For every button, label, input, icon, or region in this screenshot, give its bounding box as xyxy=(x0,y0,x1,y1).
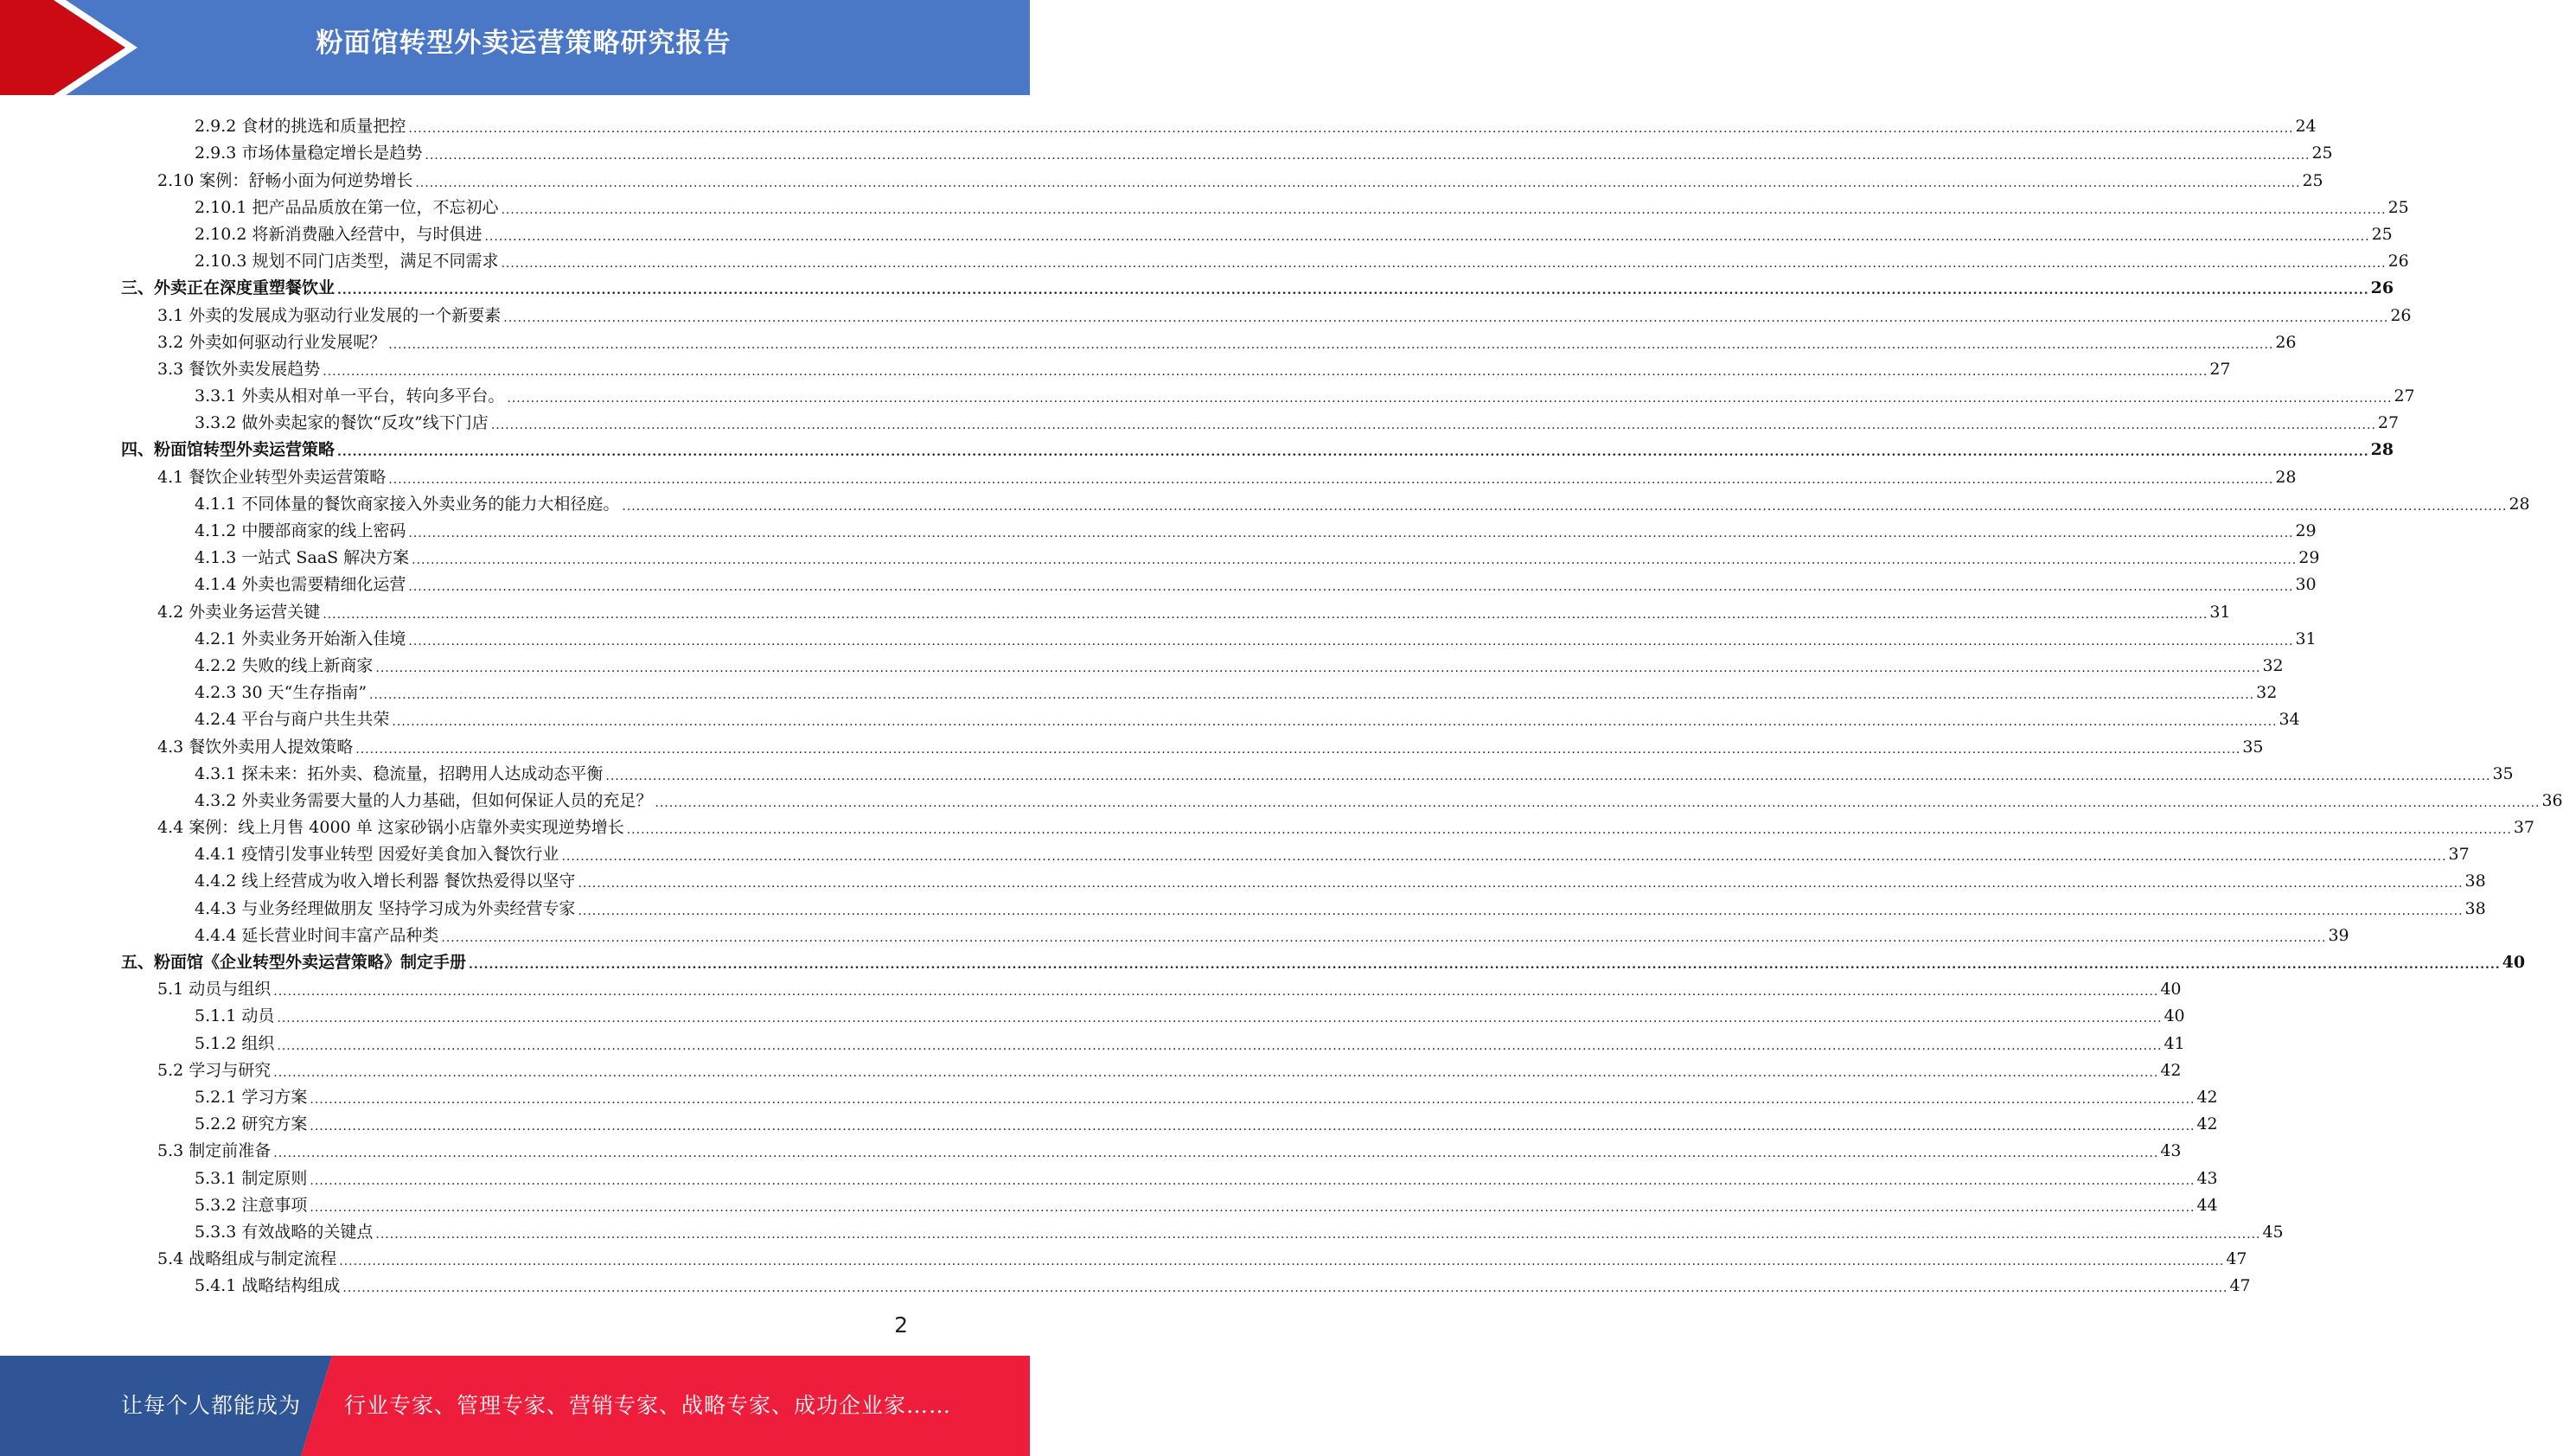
toc-dot-leader: ................................................................................................................................................................................................................................................................................................................................................................................................................ xyxy=(392,715,2278,730)
toc-entry[interactable] xyxy=(121,1054,2182,1081)
toc-entry-page: 27 xyxy=(2394,386,2415,406)
toc-entry[interactable] xyxy=(121,891,2486,918)
toc-entry-label: 4.4.2 线上经营成为收入增长利器 餐饮热爱得以坚守 xyxy=(195,872,576,891)
toc-dot-leader: ................................................................................................................................................................................................................................................................................................................................................................................................................ xyxy=(277,1012,2163,1026)
toc-entry-page: 31 xyxy=(2209,602,2231,622)
toc-entry[interactable] xyxy=(121,838,2470,865)
toc-entry[interactable] xyxy=(121,730,2264,757)
toc-dot-leader: ................................................................................................................................................................................................................................................................................................................................................................................................................ xyxy=(388,472,2274,487)
toc-dot-leader: ................................................................................................................................................................................................................................................................................................................................................................................................................ xyxy=(501,257,2387,271)
toc-entry[interactable] xyxy=(121,514,2317,541)
toc-entry-label: 2.10.3 规划不同门店类型，满足不同需求 xyxy=(195,252,499,271)
toc-entry-label: 4.3.1 探未来：拓外卖、稳流量，招聘用人达成动态平衡 xyxy=(195,763,604,783)
toc-entry-page: 27 xyxy=(2377,413,2400,433)
toc-dot-leader: ................................................................................................................................................................................................................................................................................................................................................................................................................ xyxy=(561,850,2447,865)
table-of-contents xyxy=(121,110,2563,1296)
toc-entry[interactable] xyxy=(121,595,2231,622)
toc-entry[interactable] xyxy=(121,406,2400,433)
toc-dot-leader: ................................................................................................................................................................................................................................................................................................................................................................................................................ xyxy=(273,985,2159,999)
toc-dot-leader: ................................................................................................................................................................................................................................................................................................................................................................................................................ xyxy=(578,904,2464,918)
toc-dot-leader: ................................................................................................................................................................................................................................................................................................................................................................................................................ xyxy=(375,1227,2261,1242)
toc-entry-label: 5.4 战略组成与制定流程 xyxy=(157,1249,337,1269)
toc-dot-leader: ................................................................................................................................................................................................................................................................................................................................................................................................................ xyxy=(490,418,2376,433)
toc-entry-page: 26 xyxy=(2387,252,2409,271)
toc-entry[interactable] xyxy=(121,1216,2284,1242)
toc-dot-leader: ................................................................................................................................................................................................................................................................................................................................................................................................................ xyxy=(507,392,2393,406)
toc-entry-page: 44 xyxy=(2196,1195,2218,1215)
toc-entry[interactable] xyxy=(121,137,2333,163)
page-footer xyxy=(0,1356,1030,1456)
toc-dot-leader: ................................................................................................................................................................................................................................................................................................................................................................................................................ xyxy=(408,580,2294,595)
toc-entry-page: 25 xyxy=(2387,197,2409,217)
toc-entry-page: 26 xyxy=(2370,278,2394,298)
toc-entry-page: 34 xyxy=(2279,710,2300,730)
toc-entry-page: 27 xyxy=(2209,359,2231,379)
toc-entry[interactable] xyxy=(121,380,2415,406)
toc-entry-page: 40 xyxy=(2164,1006,2185,1026)
toc-entry-label: 4.4.3 与业务经理做朋友 坚持学习成为外卖经营专家 xyxy=(195,898,576,918)
toc-entry-page: 47 xyxy=(2226,1249,2247,1269)
toc-entry-label: 4.1.4 外卖也需要精细化运营 xyxy=(195,575,406,595)
toc-entry-page: 38 xyxy=(2464,898,2486,918)
toc-entry-page: 40 xyxy=(2502,953,2526,972)
toc-dot-leader: ................................................................................................................................................................................................................................................................................................................................................................................................................ xyxy=(323,364,2208,379)
toc-entry-page: 30 xyxy=(2295,575,2317,595)
toc-entry-page: 25 xyxy=(2371,224,2393,244)
footer-slogan-left: 让每个人都能成为 xyxy=(121,1393,302,1418)
toc-entry-label: 5.4.1 战略结构组成 xyxy=(195,1276,341,1296)
toc-entry-page: 32 xyxy=(2256,683,2278,703)
toc-dot-leader: ................................................................................................................................................................................................................................................................................................................................................................................................................ xyxy=(415,176,2301,190)
toc-entry[interactable] xyxy=(121,784,2563,811)
toc-dot-leader: ................................................................................................................................................................................................................................................................................................................................................................................................................ xyxy=(323,607,2208,622)
toc-dot-leader: ................................................................................................................................................................................................................................................................................................................................................................................................................ xyxy=(408,634,2294,648)
toc-dot-leader: ................................................................................................................................................................................................................................................................................................................................................................................................................ xyxy=(273,1065,2159,1080)
toc-entry-label: 四、粉面馆转型外卖运营策略 xyxy=(121,440,336,460)
toc-entry[interactable] xyxy=(121,865,2486,891)
toc-dot-leader: ................................................................................................................................................................................................................................................................................................................................................................................................................ xyxy=(408,527,2294,540)
toc-dot-leader: ................................................................................................................................................................................................................................................................................................................................................................................................................ xyxy=(310,1173,2195,1188)
toc-entry[interactable] xyxy=(121,460,2297,487)
toc-entry-label: 4.1.3 一站式 SaaS 解决方案 xyxy=(195,548,410,568)
toc-entry-page: 25 xyxy=(2302,170,2323,190)
toc-entry-label: 三、外卖正在深度重塑餐饮业 xyxy=(121,278,336,298)
toc-entry-page: 35 xyxy=(2492,763,2514,783)
toc-entry-label: 5.3.2 注意事项 xyxy=(195,1195,308,1215)
toc-entry-label: 5.3 制定前准备 xyxy=(157,1141,272,1161)
toc-dot-leader: ................................................................................................................................................................................................................................................................................................................................................................................................................ xyxy=(310,1092,2195,1107)
toc-entry-page: 45 xyxy=(2262,1222,2284,1242)
toc-entry-page: 35 xyxy=(2242,737,2264,757)
toc-entry[interactable] xyxy=(121,298,2412,325)
toc-entry-page: 37 xyxy=(2448,845,2470,865)
toc-entry-page: 24 xyxy=(2295,117,2317,137)
toc-dot-leader: ................................................................................................................................................................................................................................................................................................................................................................................................................ xyxy=(310,1200,2195,1215)
toc-dot-leader: ................................................................................................................................................................................................................................................................................................................................................................................................................ xyxy=(337,445,2369,460)
toc-dot-leader: ................................................................................................................................................................................................................................................................................................................................................................................................................ xyxy=(469,958,2501,972)
toc-entry[interactable] xyxy=(121,326,2297,353)
toc-entry-label: 5.1.2 组织 xyxy=(195,1033,275,1053)
toc-entry[interactable] xyxy=(121,1026,2185,1053)
toc-entry-page: 47 xyxy=(2229,1276,2251,1296)
toc-entry-label: 4.2.2 失败的线上新商家 xyxy=(195,655,374,675)
toc-dot-leader: ................................................................................................................................................................................................................................................................................................................................................................................................................ xyxy=(578,877,2464,891)
toc-entry[interactable] xyxy=(121,1108,2218,1134)
toc-entry-label: 4.4.4 延长营业时间丰富产品种类 xyxy=(195,925,439,945)
toc-entry-label: 3.3 餐饮外卖发展趋势 xyxy=(157,359,321,379)
toc-entry-label: 4.3 餐饮外卖用人提效策略 xyxy=(157,737,354,757)
toc-entry-page: 31 xyxy=(2295,629,2317,648)
toc-entry[interactable] xyxy=(121,218,2393,245)
toc-entry-page: 42 xyxy=(2196,1087,2218,1107)
toc-dot-leader: ................................................................................................................................................................................................................................................................................................................................................................................................................ xyxy=(408,122,2294,137)
toc-entry-page: 26 xyxy=(2390,305,2412,325)
toc-entry-page: 39 xyxy=(2328,925,2349,945)
toc-entry-label: 2.10.2 将新消费融入经营中，与时俱进 xyxy=(195,224,483,244)
toc-entry[interactable] xyxy=(121,811,2534,838)
toc-entry-label: 5.3.1 制定原则 xyxy=(195,1168,308,1188)
toc-entry-label: 5.3.3 有效战略的关键点 xyxy=(195,1222,374,1242)
toc-dot-leader: ................................................................................................................................................................................................................................................................................................................................................................................................................ xyxy=(626,823,2512,838)
toc-entry-label: 4.4 案例：线上月售 4000 单 这家砂锅小店靠外卖实现逆势增长 xyxy=(157,818,624,838)
toc-entry[interactable] xyxy=(121,271,2394,298)
toc-entry[interactable] xyxy=(121,433,2394,460)
toc-entry-label: 3.1 外卖的发展成为驱动行业发展的一个新要素 xyxy=(157,305,502,325)
toc-entry[interactable] xyxy=(121,649,2284,676)
toc-entry[interactable] xyxy=(121,353,2231,380)
toc-entry-page: 37 xyxy=(2513,818,2534,838)
toc-entry-label: 4.1.1 不同体量的餐饮商家接入外卖业务的能力大相径庭。 xyxy=(195,494,620,514)
toc-entry-page: 25 xyxy=(2311,144,2333,163)
toc-entry-page: 43 xyxy=(2160,1141,2182,1161)
toc-dot-leader: ................................................................................................................................................................................................................................................................................................................................................................................................................ xyxy=(355,742,2241,757)
toc-entry-label: 3.3.2 做外卖起家的餐饮“反攻”线下门店 xyxy=(195,413,489,433)
toc-entry[interactable] xyxy=(121,163,2323,190)
toc-entry-page: 40 xyxy=(2160,980,2182,999)
toc-entry-label: 4.2 外卖业务运营关键 xyxy=(157,602,321,622)
toc-entry-page: 41 xyxy=(2164,1033,2185,1053)
page-header xyxy=(0,0,1030,95)
toc-entry[interactable] xyxy=(121,623,2317,649)
toc-dot-leader: ................................................................................................................................................................................................................................................................................................................................................................................................................ xyxy=(655,795,2541,810)
toc-entry-page: 36 xyxy=(2541,790,2563,810)
toc-entry-label: 4.1 餐饮企业转型外卖运营策略 xyxy=(157,467,387,487)
toc-entry-label: 4.2.1 外卖业务开始渐入佳境 xyxy=(195,629,406,648)
toc-entry-page: 43 xyxy=(2196,1168,2218,1188)
toc-dot-leader: ................................................................................................................................................................................................................................................................................................................................................................................................................ xyxy=(369,688,2255,703)
toc-entry-label: 2.9.3 市场体量稳定增长是趋势 xyxy=(195,144,423,163)
toc-entry[interactable] xyxy=(121,1242,2247,1269)
toc-entry[interactable] xyxy=(121,1269,2251,1296)
toc-dot-leader: ................................................................................................................................................................................................................................................................................................................................................................................................................ xyxy=(339,1255,2225,1269)
toc-entry-page: 28 xyxy=(2275,467,2297,487)
toc-entry[interactable] xyxy=(121,973,2182,999)
document-title: 粉面馆转型外卖运营策略研究报告 xyxy=(316,28,732,59)
toc-dot-leader: ................................................................................................................................................................................................................................................................................................................................................................................................................ xyxy=(342,1281,2228,1296)
toc-entry-label: 2.10 案例：舒畅小面为何逆势增长 xyxy=(157,170,413,190)
toc-entry[interactable] xyxy=(121,757,2514,784)
toc-entry-page: 42 xyxy=(2196,1114,2218,1134)
toc-dot-leader: ................................................................................................................................................................................................................................................................................................................................................................................................................ xyxy=(501,202,2387,217)
toc-entry-page: 42 xyxy=(2160,1060,2182,1080)
toc-entry-page: 29 xyxy=(2295,521,2317,540)
footer-slogan-right: 行业专家、管理专家、营销专家、战略专家、成功企业家…… xyxy=(344,1393,952,1418)
toc-entry-page: 28 xyxy=(2370,440,2394,460)
toc-entry[interactable] xyxy=(121,488,2530,514)
toc-entry[interactable] xyxy=(121,245,2409,271)
toc-entry[interactable] xyxy=(121,191,2409,218)
toc-entry-label: 5.2.2 研究方案 xyxy=(195,1114,308,1134)
toc-entry-label: 2.9.2 食材的挑选和质量把控 xyxy=(195,117,406,137)
toc-dot-leader: ................................................................................................................................................................................................................................................................................................................................................................................................................ xyxy=(375,661,2261,675)
toc-entry-label: 4.2.4 平台与商户共生共荣 xyxy=(195,710,390,730)
toc-entry-page: 38 xyxy=(2464,872,2486,891)
toc-entry[interactable] xyxy=(121,676,2278,703)
toc-dot-leader: ................................................................................................................................................................................................................................................................................................................................................................................................................ xyxy=(503,310,2389,325)
toc-entry-label: 5.2.1 学习方案 xyxy=(195,1087,308,1107)
toc-entry-label: 5.1.1 动员 xyxy=(195,1006,275,1026)
toc-entry-page: 29 xyxy=(2298,548,2320,568)
toc-entry[interactable] xyxy=(121,1081,2218,1108)
toc-entry-page: 32 xyxy=(2262,655,2284,675)
toc-entry[interactable] xyxy=(121,1189,2218,1216)
toc-entry[interactable] xyxy=(121,999,2185,1026)
toc-entry-page: 26 xyxy=(2275,332,2297,352)
toc-entry-label: 4.2.3 30 天“生存指南” xyxy=(195,683,368,703)
toc-entry-label: 2.10.1 把产品品质放在第一位，不忘初心 xyxy=(195,197,499,217)
toc-dot-leader: ................................................................................................................................................................................................................................................................................................................................................................................................................ xyxy=(425,149,2311,163)
toc-dot-leader: ................................................................................................................................................................................................................................................................................................................................................................................................................ xyxy=(441,930,2327,945)
toc-entry-label: 五、粉面馆《企业转型外卖运营策略》制定手册 xyxy=(121,953,467,972)
toc-entry[interactable] xyxy=(121,541,2320,568)
toc-entry[interactable] xyxy=(121,1134,2182,1161)
toc-dot-leader: ................................................................................................................................................................................................................................................................................................................................................................................................................ xyxy=(388,337,2274,352)
toc-entry-label: 5.1 动员与组织 xyxy=(157,980,272,999)
toc-dot-leader: ................................................................................................................................................................................................................................................................................................................................................................................................................ xyxy=(484,229,2370,244)
toc-dot-leader: ................................................................................................................................................................................................................................................................................................................................................................................................................ xyxy=(622,499,2508,514)
toc-entry-label: 3.2 外卖如何驱动行业发展呢？ xyxy=(157,332,387,352)
toc-dot-leader: ................................................................................................................................................................................................................................................................................................................................................................................................................ xyxy=(337,284,2369,298)
toc-entry-label: 4.3.2 外卖业务需要大量的人力基础，但如何保证人员的充足？ xyxy=(195,790,653,810)
page-number: 2 xyxy=(894,1312,908,1338)
toc-entry[interactable] xyxy=(121,919,2349,946)
toc-entry[interactable] xyxy=(121,568,2317,595)
toc-dot-leader: ................................................................................................................................................................................................................................................................................................................................................................................................................ xyxy=(412,553,2298,568)
toc-entry[interactable] xyxy=(121,946,2526,973)
toc-entry-label: 4.1.2 中腰部商家的线上密码 xyxy=(195,521,406,540)
toc-dot-leader: ................................................................................................................................................................................................................................................................................................................................................................................................................ xyxy=(273,1146,2159,1161)
toc-entry[interactable] xyxy=(121,1161,2218,1188)
toc-entry-label: 4.4.1 疫情引发事业转型 因爱好美食加入餐饮行业 xyxy=(195,845,559,865)
toc-entry[interactable] xyxy=(121,110,2317,137)
toc-entry-label: 3.3.1 外卖从相对单一平台，转向多平台。 xyxy=(195,386,505,406)
toc-entry[interactable] xyxy=(121,703,2300,730)
toc-entry-page: 28 xyxy=(2509,494,2530,514)
toc-dot-leader: ................................................................................................................................................................................................................................................................................................................................................................................................................ xyxy=(277,1038,2163,1053)
toc-dot-leader: ................................................................................................................................................................................................................................................................................................................................................................................................................ xyxy=(310,1120,2195,1134)
toc-dot-leader: ................................................................................................................................................................................................................................................................................................................................................................................................................ xyxy=(605,769,2491,783)
toc-entry-label: 5.2 学习与研究 xyxy=(157,1060,272,1080)
